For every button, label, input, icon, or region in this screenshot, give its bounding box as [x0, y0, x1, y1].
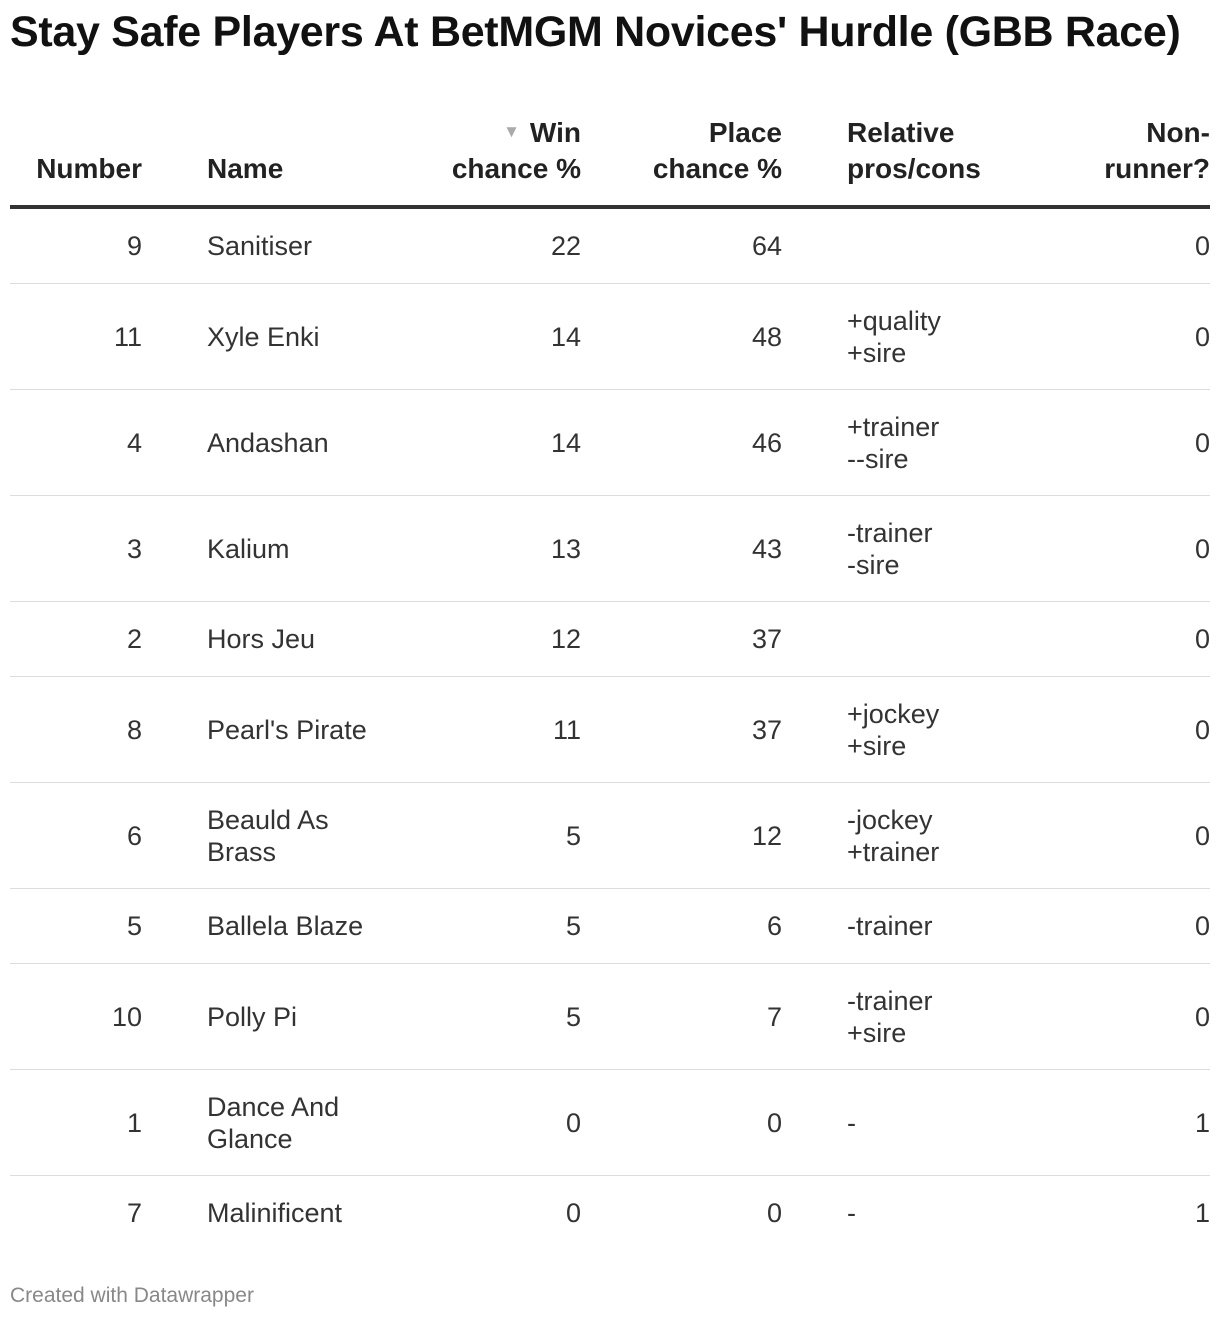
cell-win-chance	[332, 284, 581, 390]
cell-name	[142, 1176, 343, 1251]
header-relative[interactable]	[782, 114, 1050, 207]
table-row	[10, 677, 1210, 783]
cell-nonrunner-text: 0	[1194, 911, 1210, 941]
cell-win-chance	[332, 390, 581, 496]
cell-nonrunner	[1050, 390, 1210, 496]
cell-relative	[782, 390, 1050, 496]
table-row	[10, 783, 1210, 889]
table-header-row	[10, 114, 1210, 207]
cell-name	[142, 1070, 340, 1176]
cell-nonrunner	[1050, 783, 1210, 889]
cell-win-chance	[332, 207, 581, 284]
cell-relative-text: +trainer --sire	[847, 411, 940, 474]
cell-number-text: 7	[126, 1198, 142, 1228]
cell-relative-text: +quality +sire	[847, 305, 941, 368]
cell-nonrunner-text: 0	[1194, 231, 1210, 261]
cell-number	[10, 390, 142, 496]
header-relative-line2: pros/cons	[847, 153, 981, 184]
chart-title: Stay Safe Players At BetMGM Novices' Hurdle (GBB Race)	[10, 8, 1181, 56]
cell-number	[10, 1070, 142, 1176]
header-place-line1: Place	[708, 117, 782, 148]
table-row	[10, 1176, 1210, 1251]
cell-place-chance-text: 0	[766, 1107, 782, 1138]
cell-win-chance	[332, 677, 581, 783]
cell-number	[10, 889, 142, 964]
cell-place-chance-text: 0	[766, 1198, 782, 1228]
cell-name-text: Kalium	[207, 533, 290, 564]
header-name[interactable]	[142, 114, 332, 207]
cell-nonrunner-text: 0	[1194, 714, 1210, 745]
cell-place-chance-text: 12	[751, 820, 782, 851]
cell-number	[10, 496, 142, 602]
cell-win-chance-text: 5	[565, 820, 581, 851]
cell-number	[10, 783, 142, 889]
cell-relative-text: -trainer -sire	[847, 517, 933, 580]
cell-place-chance-text: 46	[751, 427, 782, 458]
cell-name	[142, 207, 332, 284]
cell-win-chance-text: 14	[550, 427, 581, 458]
cell-relative-text: -	[847, 1198, 856, 1228]
cell-number	[10, 602, 142, 677]
cell-number-text: 8	[126, 714, 142, 745]
cell-number-text: 4	[126, 427, 142, 458]
cell-nonrunner-text: 0	[1194, 624, 1210, 654]
cell-win-chance-text: 14	[550, 321, 581, 352]
cell-number	[10, 677, 142, 783]
cell-relative	[782, 889, 1050, 964]
cell-name	[142, 889, 364, 964]
table-row	[10, 602, 1210, 677]
cell-win-chance	[332, 783, 581, 889]
cell-name	[142, 390, 332, 496]
cell-win-chance	[332, 964, 581, 1070]
cell-nonrunner	[1050, 677, 1210, 783]
cell-win-chance	[332, 889, 581, 964]
header-place-chance[interactable]	[581, 114, 782, 207]
cell-place-chance-text: 43	[751, 533, 782, 564]
cell-number-text: 6	[126, 820, 142, 851]
cell-number-text: 10	[111, 1001, 142, 1032]
cell-relative	[782, 964, 1050, 1070]
table-row	[10, 284, 1210, 390]
cell-name-text: Sanitiser	[207, 231, 313, 261]
cell-name-text: Xyle Enki	[207, 321, 320, 352]
cell-name	[142, 602, 332, 677]
triangle-down-icon: ▼	[503, 122, 520, 141]
cell-nonrunner	[1050, 964, 1210, 1070]
cell-name-text: Andashan	[207, 427, 329, 458]
cell-place-chance-text: 6	[766, 911, 782, 941]
cell-nonrunner-text: 0	[1194, 1001, 1210, 1032]
cell-win-chance-text: 12	[550, 624, 581, 654]
cell-place-chance	[581, 602, 782, 677]
cell-win-chance-text: 0	[565, 1107, 581, 1138]
cell-win-chance	[332, 1176, 581, 1251]
cell-place-chance	[581, 496, 782, 602]
cell-number-text: 2	[126, 624, 142, 654]
cell-number	[10, 284, 142, 390]
cell-name	[142, 284, 332, 390]
cell-relative	[782, 602, 1050, 677]
cell-name	[142, 964, 332, 1070]
cell-place-chance-text: 37	[751, 624, 782, 654]
cell-win-chance-text: 22	[550, 231, 581, 261]
header-win-line2: chance %	[451, 153, 581, 184]
cell-relative	[782, 783, 1050, 889]
cell-place-chance-text: 37	[751, 714, 782, 745]
cell-nonrunner	[1050, 284, 1210, 390]
cell-name-text: Ballela Blaze	[207, 911, 364, 941]
cell-place-chance-text: 48	[751, 321, 782, 352]
table-row	[10, 207, 1210, 284]
cell-win-chance-text: 5	[565, 1001, 581, 1032]
table-row	[10, 390, 1210, 496]
cell-number-text: 1	[126, 1107, 142, 1138]
cell-number-text: 11	[113, 321, 142, 352]
cell-nonrunner-text: 1	[1194, 1107, 1210, 1138]
cell-nonrunner-text: 0	[1194, 321, 1210, 352]
header-place-line2: chance %	[652, 153, 782, 184]
table-row	[10, 496, 1210, 602]
cell-place-chance	[581, 390, 782, 496]
cell-place-chance	[581, 284, 782, 390]
cell-nonrunner-text: 0	[1194, 533, 1210, 564]
cell-relative-text: -trainer +sire	[847, 985, 933, 1048]
cell-relative	[782, 207, 1050, 284]
cell-win-chance	[332, 602, 581, 677]
cell-nonrunner-text: 1	[1194, 1198, 1210, 1228]
cell-number-text: 5	[126, 911, 142, 941]
cell-place-chance-text: 7	[766, 1001, 782, 1032]
cell-win-chance	[332, 1070, 581, 1176]
cell-name-text: Pearl's Pirate	[207, 714, 367, 745]
header-nonrunner[interactable]	[1050, 114, 1210, 207]
cell-place-chance	[581, 783, 782, 889]
cell-name-text: Dance And Glance	[207, 1091, 340, 1154]
cell-relative	[782, 284, 1050, 390]
cell-relative	[782, 677, 1050, 783]
cell-name	[142, 783, 332, 889]
cell-nonrunner	[1050, 1176, 1210, 1251]
cell-number-text: 9	[126, 231, 142, 261]
cell-place-chance	[581, 207, 782, 284]
cell-nonrunner	[1050, 1070, 1210, 1176]
cell-name	[142, 677, 367, 783]
table-body	[10, 207, 1210, 1250]
cell-name-text: Polly Pi	[207, 1001, 298, 1032]
cell-win-chance-text: 11	[552, 714, 581, 745]
cell-win-chance	[332, 496, 581, 602]
table-row	[10, 889, 1210, 964]
cell-nonrunner	[1050, 602, 1210, 677]
race-table	[10, 114, 1210, 1250]
cell-place-chance	[581, 964, 782, 1070]
cell-number	[10, 207, 142, 284]
cell-nonrunner	[1050, 496, 1210, 602]
cell-relative	[782, 1070, 1050, 1176]
cell-name-text: Malinificent	[207, 1198, 343, 1228]
header-name-label: Name	[207, 153, 284, 184]
cell-win-chance-text: 0	[565, 1198, 581, 1228]
table-row	[10, 964, 1210, 1070]
cell-place-chance-text: 64	[751, 231, 782, 261]
cell-nonrunner	[1050, 889, 1210, 964]
header-number[interactable]	[10, 114, 142, 207]
cell-place-chance	[581, 677, 782, 783]
header-win-line1: Win	[529, 117, 581, 148]
table-row	[10, 1070, 1210, 1176]
header-number-label: Number	[36, 153, 142, 184]
cell-relative-text: -jockey +trainer	[847, 804, 940, 867]
cell-relative-text: -	[847, 1107, 856, 1138]
cell-relative-text: -trainer	[847, 911, 933, 941]
cell-place-chance	[581, 1176, 782, 1251]
cell-number-text: 3	[126, 533, 142, 564]
header-relative-line1: Relative	[847, 117, 955, 148]
cell-name	[142, 496, 332, 602]
cell-nonrunner-text: 0	[1194, 427, 1210, 458]
cell-name-text: Hors Jeu	[207, 624, 316, 654]
cell-place-chance	[581, 1070, 782, 1176]
cell-win-chance-text: 5	[565, 911, 581, 941]
cell-relative-text: +jockey +sire	[847, 698, 940, 761]
footer-credit: Created with Datawrapper	[10, 1284, 254, 1307]
cell-win-chance-text: 13	[550, 533, 581, 564]
cell-place-chance	[581, 889, 782, 964]
header-nonrunner-line2: runner?	[1104, 153, 1210, 184]
cell-nonrunner-text: 0	[1194, 820, 1210, 851]
cell-relative	[782, 496, 1050, 602]
cell-number	[10, 1176, 142, 1251]
cell-name-text: Beauld As Brass	[207, 804, 329, 867]
cell-number	[10, 964, 142, 1070]
cell-relative	[782, 1176, 1050, 1251]
cell-nonrunner	[1050, 207, 1210, 284]
header-nonrunner-line1: Non-	[1146, 117, 1210, 148]
header-win-chance[interactable]	[332, 114, 581, 207]
